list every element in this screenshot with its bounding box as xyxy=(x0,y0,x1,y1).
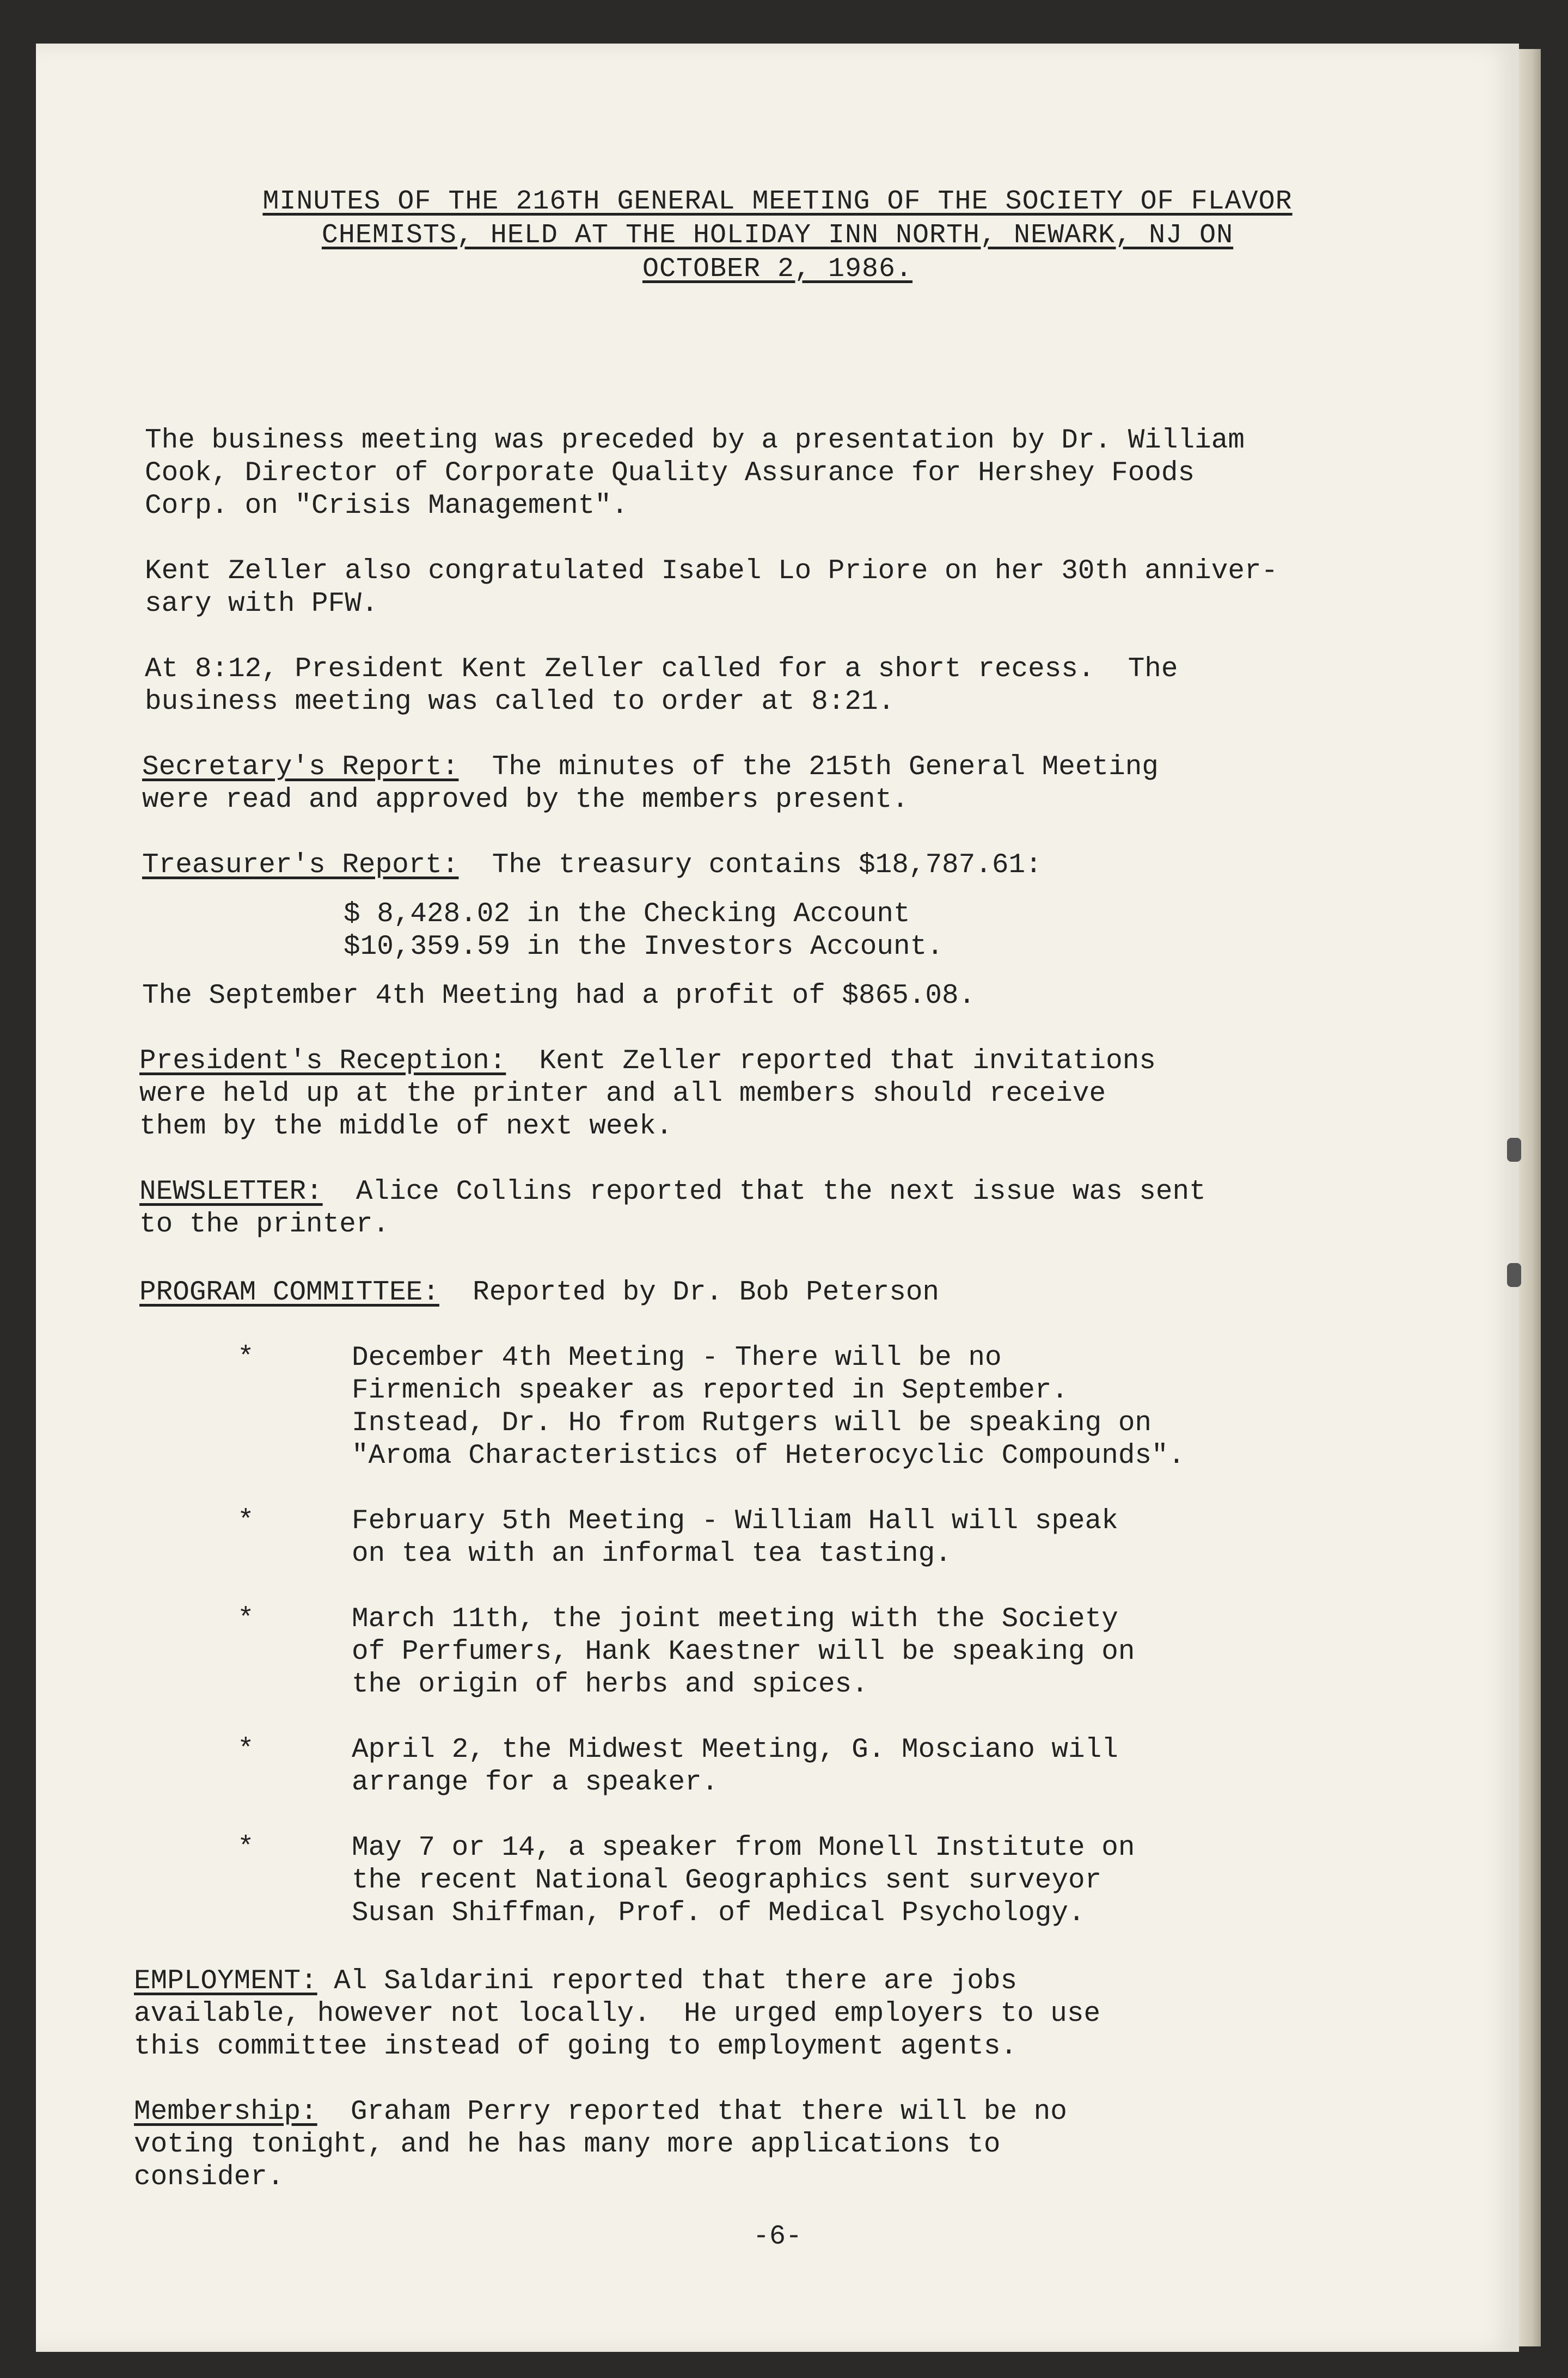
secretary-text: The minutes of the 215th General Meeting were read and approved by the members present. xyxy=(142,752,1159,816)
program-item-marker: * xyxy=(237,1832,254,1864)
secretary-report xyxy=(142,751,1159,817)
treasurer-text: The treasury contains $18,787.61: xyxy=(458,850,1042,881)
treasurer-heading: Treasurer's Report: xyxy=(142,850,459,881)
recess-paragraph: At 8:12, President Kent Zeller called for a short recess. The business meeting was called to order at 8:21. xyxy=(145,654,1178,718)
staple-icon xyxy=(1507,1138,1521,1162)
program-item-marker: * xyxy=(237,1343,254,1374)
program-item: April 2, the Midwest Meeting, G. Mosciano will arrange for a speaker. xyxy=(352,1735,1118,1798)
program-item-marker: * xyxy=(237,1604,254,1635)
staple-icon xyxy=(1507,1263,1521,1287)
treasurer-accounts: $ 8,428.02 in the Checking Account $10,359.59 in the Investors Account. xyxy=(344,899,944,963)
anniversary-paragraph: Kent Zeller also congratulated Isabel Lo Priore on her 30th anniver- sary with PFW. xyxy=(145,556,1278,620)
program-text: Reported by Dr. Bob Peterson xyxy=(439,1277,940,1308)
program-heading: PROGRAM COMMITTEE: xyxy=(139,1277,439,1308)
treasurer-report xyxy=(142,849,1042,882)
employment-text: Al Saldarini reported that there are jobs available, however not locally. He urged employers to use this committee instead of going to employment agents. xyxy=(134,1966,1101,2062)
program-item: December 4th Meeting - There will be no Firmenich speaker as reported in September. Instead, Dr. Ho from Rutgers will be speaking on "Aroma Characteristics of Heterocyclic Compounds". xyxy=(352,1343,1185,1472)
program-item: February 5th Meeting - William Hall will speak on tea with an informal tea tasting. xyxy=(352,1506,1118,1570)
reception-report xyxy=(139,1045,1156,1143)
employment-heading: EMPLOYMENT: xyxy=(134,1966,317,1997)
page-number: -6- xyxy=(752,2221,802,2252)
title-line-2: CHEMISTS, HELD AT THE HOLIDAY INN NORTH, NEWARK, NJ ON xyxy=(321,220,1234,251)
newsletter-report xyxy=(139,1176,1206,1241)
program-committee xyxy=(139,1277,939,1309)
employment-report xyxy=(134,1965,1100,2063)
membership-report xyxy=(134,2096,1067,2194)
reception-heading: President's Reception: xyxy=(139,1046,506,1077)
program-item: March 11th, the joint meeting with the Society of Perfumers, Hank Kaestner will be speaking on the origin of herbs and spices. xyxy=(352,1604,1135,1700)
secretary-heading: Secretary's Report: xyxy=(142,752,459,783)
newsletter-text: Alice Collins reported that the next issue was sent to the printer. xyxy=(139,1176,1206,1240)
intro-paragraph: The business meeting was preceded by a presentation by Dr. William Cook, Director of Corporate Quality Assurance for Hershey Foods Corp. on "Crisis Management". xyxy=(145,425,1245,522)
newsletter-heading: NEWSLETTER: xyxy=(139,1176,323,1208)
title-line-1: MINUTES OF THE 216TH GENERAL MEETING OF THE SOCIETY OF FLAVOR xyxy=(262,186,1293,217)
treasurer-profit: The September 4th Meeting had a profit of $865.08. xyxy=(142,980,976,1012)
title-line-3: OCTOBER 2, 1986. xyxy=(642,254,913,285)
membership-heading: Membership: xyxy=(134,2097,317,2128)
membership-text: Graham Perry reported that there will be no voting tonight, and he has many more applications to consider. xyxy=(134,2097,1067,2193)
program-item-marker: * xyxy=(237,1506,254,1537)
reception-text: Kent Zeller reported that invitations were held up at the printer and all members should receive them by the middle of next week. xyxy=(139,1046,1156,1142)
document-page xyxy=(36,44,1519,2352)
program-item: May 7 or 14, a speaker from Monell Institute on the recent National Geographics sent surveyor Susan Shiffman, Prof. of Medical Psychology. xyxy=(352,1832,1135,1929)
page-title xyxy=(36,185,1519,286)
program-item-marker: * xyxy=(237,1735,254,1766)
page-edge xyxy=(1519,49,1541,2346)
